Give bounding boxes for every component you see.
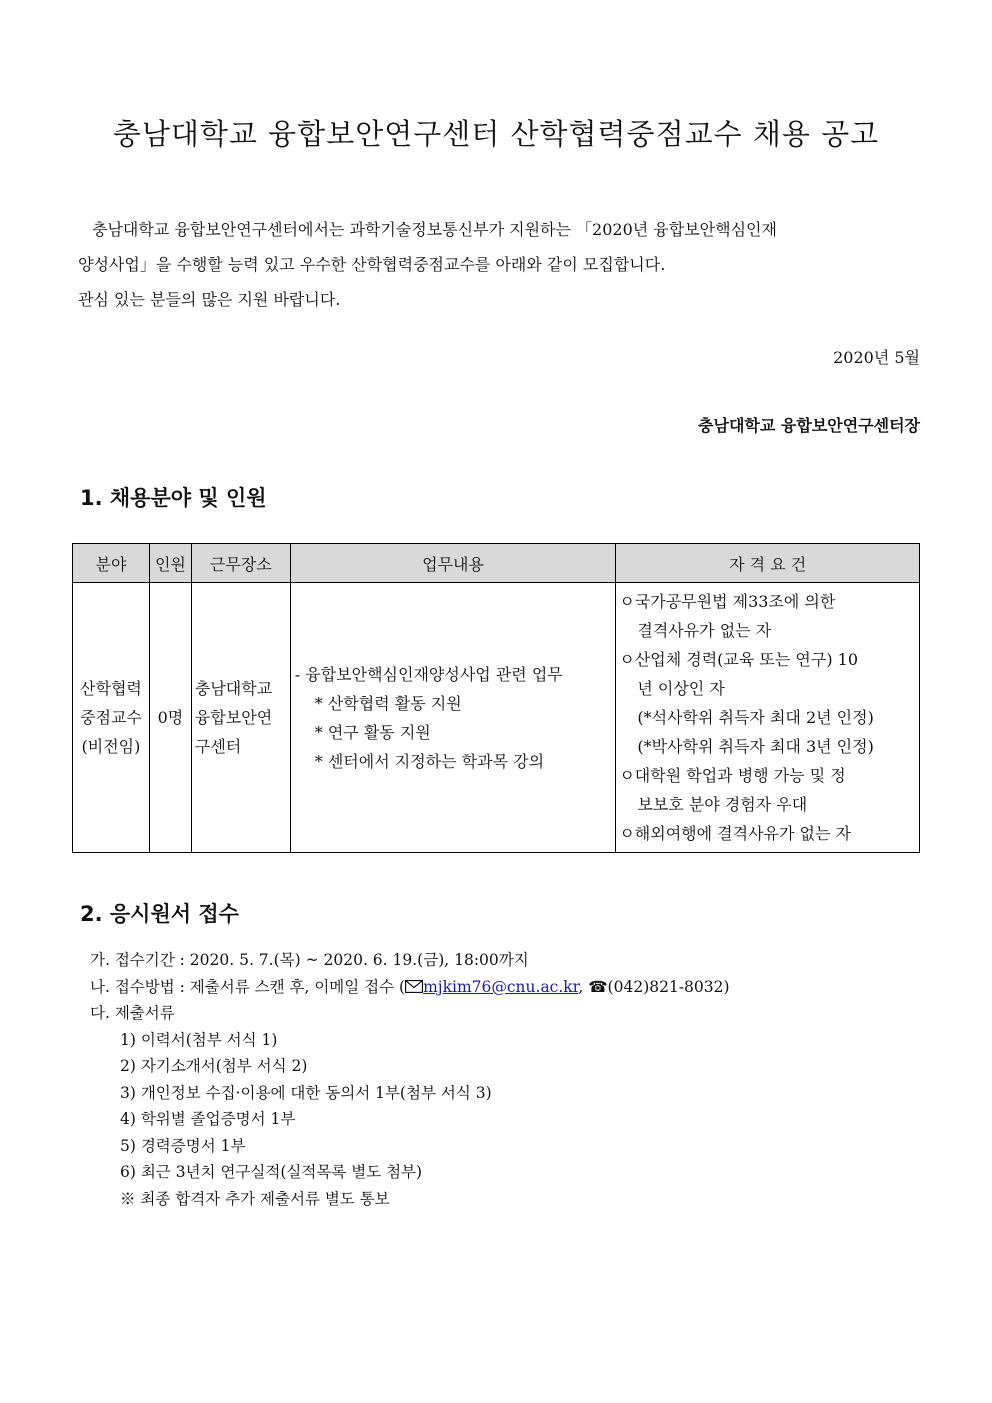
qualification-line: (*박사학위 취득자 최대 3년 인정) [637,737,874,756]
field-line: (비전임) [81,737,141,756]
doc-note: ※ 최종 합격자 추가 제출서류 별도 통보 [120,1189,390,1208]
qualification-line: ㅇ해외여행에 결격사유가 없는 자 [619,824,851,843]
duty-sub-item: * 센터에서 지정하는 학과목 강의 [314,751,545,771]
table-header: 분야 [73,544,150,583]
place-cell [191,583,290,853]
duty-main: - 융합보안핵심인재양성사업 관련 업무 [294,664,563,684]
application-details [90,947,730,1212]
application-period: 가. 접수기간 : 2020. 5. 7.(목) ~ 2020. 6. 19.(금), 18:00까지 [90,951,529,969]
intro-line: 관심 있는 분들의 많은 지원 바랍니다. [78,290,341,309]
place-line: 충남대학교 [194,679,273,698]
announcement-date: 2020년 5월 [833,348,920,367]
table-header: 업무내용 [290,544,616,583]
place-line: 융합보안연 [194,708,273,727]
doc-item: 2) 자기소개서(첨부 서식 2) [120,1057,308,1075]
table-header: 자 격 요 건 [616,544,920,583]
signer: 충남대학교 융합보안연구센터장 [698,416,920,435]
qualification-line: (*석사학위 취득자 최대 2년 인정) [637,708,874,727]
field-cell [73,583,150,853]
doc-item: 3) 개인정보 수집·이용에 대한 동의서 1부(첨부 서식 3) [120,1083,492,1102]
docs-label: 다. 제출서류 [90,1004,175,1022]
duties-cell [290,583,616,853]
doc-item: 6) 최근 3년치 연구실적(실적목록 별도 첨부) [120,1163,423,1181]
envelope-icon [405,978,423,996]
separator: , [578,977,589,996]
doc-item: 4) 학위별 졸업증명서 1부 [120,1110,296,1128]
section-heading-recruitment: 1. 채용분야 및 인원 [80,486,267,510]
section-heading-application: 2. 응시원서 접수 [80,902,239,926]
intro-paragraph [78,212,918,317]
qualifications-cell [616,583,920,853]
duty-sub-item: * 산학협력 활동 지원 [314,693,462,713]
qualification-line: 결격사유가 없는 자 [637,621,772,640]
doc-item: 1) 이력서(첨부 서식 1) [120,1030,278,1049]
intro-line: 충남대학교 융합보안연구센터에서는 과학기술정보통신부가 지원하는 「2020년 융합보안핵심인재 [92,220,777,239]
table-row [73,583,920,853]
doc-item: 5) 경력증명서 1부 [120,1136,246,1155]
intro-line: 양성사업」을 수행할 능력 있고 우수한 산학협력중점교수를 아래와 같이 모집합니다. [78,255,666,274]
table-header: 인원 [149,544,191,583]
place-line: 구센터 [194,737,242,756]
field-line: 중점교수 [80,708,142,727]
method-text: 나. 접수방법 : 제출서류 스캔 후, 이메일 접수 ( [90,977,406,996]
qualification-line: ㅇ대학원 학업과 병행 가능 및 정 [619,766,846,785]
duty-sub-item: * 연구 활동 지원 [314,722,431,742]
qualification-line: 년 이상인 자 [637,679,725,698]
recruitment-table [72,543,920,853]
email-link[interactable]: mjkim76@cnu.ac.kr [423,977,579,996]
count-cell: 0명 [149,583,191,853]
qualification-line: ㅇ국가공무원법 제33조에 의한 [619,592,836,611]
field-line: 산학협력 [80,679,142,698]
page-title: 충남대학교 융합보안연구센터 산학협력중점교수 채용 공고 [112,117,880,151]
qualification-line: 보보호 분야 경험자 우대 [637,795,808,814]
qualification-line: ㅇ산업체 경력(교육 또는 연구) 10 [619,650,859,669]
table-header: 근무장소 [191,544,290,583]
phone-number: ☎(042)821-8032) [588,977,730,996]
application-method [90,974,730,1001]
table-header-row [73,544,920,583]
